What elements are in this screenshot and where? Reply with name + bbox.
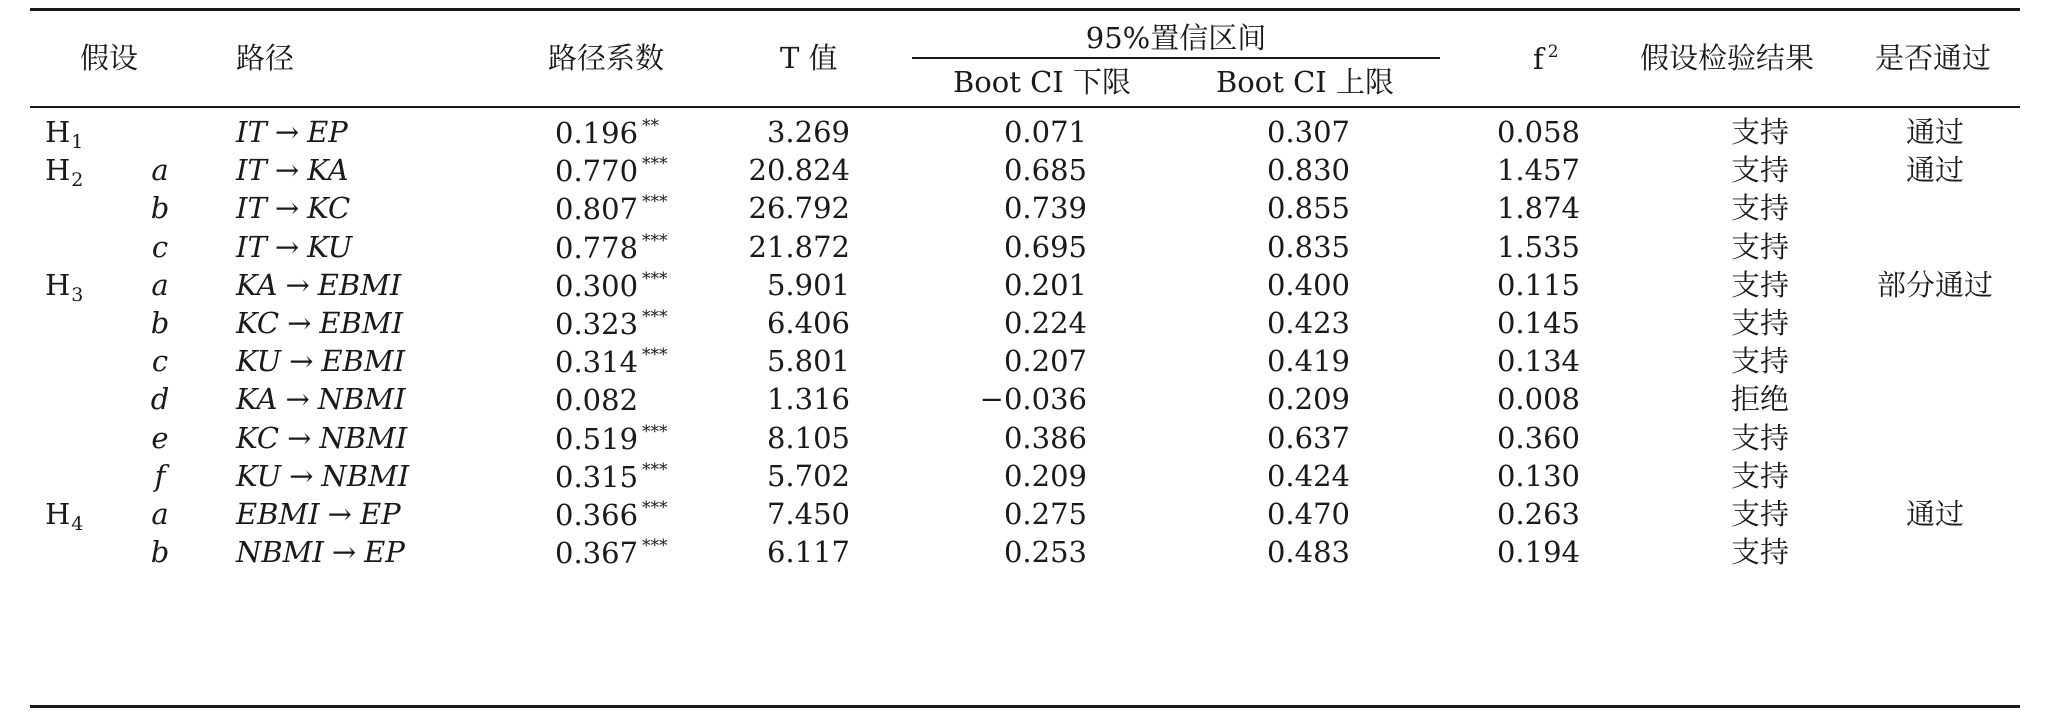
path-from: KA bbox=[236, 268, 278, 302]
pass-status: 通过 bbox=[1905, 497, 1964, 531]
path-to: EP bbox=[364, 535, 405, 569]
hypothesis-label: $H_1$ bbox=[45, 115, 84, 153]
significance-stars: *** bbox=[642, 269, 668, 289]
arrow-right-icon: → bbox=[274, 191, 300, 225]
header-passed: 是否通过 bbox=[1875, 41, 1992, 75]
path-cell bbox=[236, 421, 408, 455]
path-cell bbox=[236, 115, 348, 149]
path-from: EBMI bbox=[236, 497, 320, 531]
path-from: IT bbox=[236, 191, 267, 225]
path-cell bbox=[236, 382, 406, 416]
path-to: NBMI bbox=[319, 421, 408, 455]
significance-stars: *** bbox=[642, 307, 668, 327]
test-result: 支持 bbox=[1730, 306, 1789, 340]
path-from: KC bbox=[236, 421, 280, 455]
ci-upper-value: 0.470 bbox=[1266, 497, 1350, 531]
pass-status: 通过 bbox=[1905, 115, 1964, 149]
f2-value: 0.058 bbox=[1496, 115, 1580, 149]
test-result: 支持 bbox=[1730, 268, 1789, 302]
ci-lower-value: 0.386 bbox=[1003, 421, 1087, 455]
test-result: 拒绝 bbox=[1730, 382, 1789, 416]
arrow-right-icon: → bbox=[331, 535, 357, 569]
path-from: KU bbox=[236, 344, 282, 378]
header-ci: 95%置信区间 bbox=[1085, 21, 1267, 55]
path-coefficient: 0.519 *** bbox=[555, 422, 668, 456]
path-coefficient: 0.082 bbox=[555, 383, 639, 417]
t-value: 6.117 bbox=[766, 535, 850, 569]
test-result: 支持 bbox=[1730, 115, 1789, 149]
test-result: 支持 bbox=[1730, 497, 1789, 531]
path-coefficient: 0.315 *** bbox=[555, 460, 668, 494]
ci-lower-value: 0.071 bbox=[1003, 115, 1087, 149]
arrow-right-icon: → bbox=[327, 497, 352, 531]
f2-value: 1.457 bbox=[1496, 153, 1580, 187]
significance-stars: *** bbox=[642, 460, 668, 480]
f2-value: 0.115 bbox=[1496, 268, 1580, 302]
ci-upper-value: 0.307 bbox=[1266, 115, 1350, 149]
ci-upper-value: 0.400 bbox=[1266, 268, 1350, 302]
path-to: KA bbox=[307, 153, 349, 187]
ci-upper-value: 0.835 bbox=[1266, 230, 1350, 264]
sub-hypothesis-label: c bbox=[151, 344, 169, 378]
header-path: 路径 bbox=[236, 41, 295, 75]
test-result: 支持 bbox=[1730, 421, 1789, 455]
sub-hypothesis-label: c bbox=[151, 230, 169, 264]
t-value: 6.406 bbox=[766, 306, 850, 340]
path-coefficient: 0.778 *** bbox=[555, 231, 668, 265]
significance-stars: *** bbox=[642, 345, 668, 365]
ci-lower-value: 0.253 bbox=[1003, 535, 1087, 569]
arrow-right-icon: → bbox=[285, 382, 310, 416]
header-hypothesis: 假设 bbox=[80, 41, 139, 75]
path-to: EP bbox=[307, 115, 348, 149]
f2-value: 0.263 bbox=[1496, 497, 1580, 531]
path-coefficient: 0.300 *** bbox=[555, 269, 668, 303]
f2-value: 0.008 bbox=[1496, 382, 1580, 416]
f2-value: 0.130 bbox=[1496, 459, 1580, 493]
f2-value: 0.134 bbox=[1496, 344, 1580, 378]
path-from: KC bbox=[236, 306, 280, 340]
ci-lower-value: 0.207 bbox=[1003, 344, 1087, 378]
significance-stars: *** bbox=[642, 498, 668, 518]
header-t: T 值 bbox=[780, 41, 838, 75]
t-value: 3.269 bbox=[766, 115, 850, 149]
ci-lower-value: 0.739 bbox=[1003, 191, 1087, 225]
f2-value: 1.874 bbox=[1496, 191, 1580, 225]
ci-upper-value: 0.830 bbox=[1266, 153, 1350, 187]
significance-stars: *** bbox=[642, 422, 668, 442]
test-result: 支持 bbox=[1730, 230, 1789, 264]
path-to: NBMI bbox=[321, 459, 410, 493]
table-header-rule bbox=[30, 106, 2020, 108]
t-value: 8.105 bbox=[766, 421, 850, 455]
ci-lower-value: 0.685 bbox=[1003, 153, 1087, 187]
t-value: 7.450 bbox=[766, 497, 850, 531]
table-bottom-rule bbox=[30, 705, 2020, 708]
ci-upper-value: 0.855 bbox=[1266, 191, 1350, 225]
ci-lower-value: 0.209 bbox=[1003, 459, 1087, 493]
sub-hypothesis-label: f bbox=[154, 459, 166, 493]
sub-hypothesis-label: a bbox=[151, 153, 169, 187]
sub-hypothesis-label: e bbox=[151, 421, 169, 455]
path-cell bbox=[236, 268, 402, 302]
sub-hypothesis-label: b bbox=[150, 535, 170, 569]
test-result: 支持 bbox=[1730, 191, 1789, 225]
ci-lower-value: 0.695 bbox=[1003, 230, 1087, 264]
path-to: KU bbox=[307, 230, 353, 264]
sub-hypothesis-label: d bbox=[150, 382, 170, 416]
path-from: KA bbox=[236, 382, 278, 416]
path-cell bbox=[236, 153, 349, 187]
header-ci-upper: Boot CI 上限 bbox=[1216, 65, 1394, 99]
ci-lower-value: 0.201 bbox=[1003, 268, 1087, 302]
path-coefficient: 0.323 *** bbox=[555, 307, 668, 341]
path-coefficient: 0.196 ** bbox=[555, 116, 660, 150]
header-ci-lower: Boot CI 下限 bbox=[953, 65, 1131, 99]
ci-upper-value: 0.424 bbox=[1266, 459, 1350, 493]
t-value: 21.872 bbox=[748, 230, 850, 264]
path-to: KC bbox=[307, 191, 351, 225]
ci-lower-value: −0.036 bbox=[979, 382, 1087, 416]
significance-stars: *** bbox=[642, 231, 668, 251]
path-cell bbox=[236, 230, 353, 264]
t-value: 20.824 bbox=[748, 153, 850, 187]
significance-stars: *** bbox=[642, 154, 668, 174]
header-coef: 路径系数 bbox=[548, 41, 665, 75]
f2-value: 0.145 bbox=[1496, 306, 1580, 340]
hypothesis-label: $H_4$ bbox=[45, 497, 84, 535]
ci-upper-value: 0.209 bbox=[1266, 382, 1350, 416]
path-from: KU bbox=[236, 459, 282, 493]
t-value: 5.901 bbox=[766, 268, 850, 302]
t-value: 5.801 bbox=[766, 344, 850, 378]
f2-value: 0.194 bbox=[1496, 535, 1580, 569]
significance-stars: ** bbox=[642, 116, 660, 136]
ci-upper-value: 0.423 bbox=[1266, 306, 1350, 340]
path-coefficient: 0.807 *** bbox=[555, 192, 668, 226]
path-coefficient: 0.314 *** bbox=[555, 345, 668, 379]
test-result: 支持 bbox=[1730, 535, 1789, 569]
significance-stars: *** bbox=[642, 536, 668, 556]
path-to: EP bbox=[359, 497, 401, 531]
t-value: 5.702 bbox=[766, 459, 850, 493]
hypothesis-label: $H_2$ bbox=[45, 153, 84, 191]
path-to: NBMI bbox=[317, 382, 406, 416]
path-to: EBMI bbox=[321, 344, 406, 378]
path-cell bbox=[236, 306, 404, 340]
test-result: 支持 bbox=[1730, 153, 1789, 187]
ci-lower-value: 0.275 bbox=[1003, 497, 1087, 531]
path-from: IT bbox=[236, 115, 267, 149]
test-result: 支持 bbox=[1730, 459, 1789, 493]
test-result: 支持 bbox=[1730, 344, 1789, 378]
arrow-right-icon: → bbox=[274, 230, 300, 264]
sub-hypothesis-label: a bbox=[151, 268, 169, 302]
f2-value: 0.360 bbox=[1496, 421, 1580, 455]
ci-lower-value: 0.224 bbox=[1003, 306, 1087, 340]
header-result: 假设检验结果 bbox=[1640, 41, 1815, 75]
path-cell bbox=[236, 497, 401, 531]
pass-status: 通过 bbox=[1905, 153, 1964, 187]
arrow-right-icon: → bbox=[285, 268, 310, 302]
hypothesis-label: $H_3$ bbox=[45, 268, 84, 306]
path-from: IT bbox=[236, 230, 267, 264]
path-cell bbox=[236, 459, 410, 493]
path-cell bbox=[236, 191, 351, 225]
sub-hypothesis-label: a bbox=[151, 497, 169, 531]
header-f2: f $^2$ bbox=[1533, 42, 1559, 76]
sub-hypothesis-label: b bbox=[150, 191, 170, 225]
t-value: 1.316 bbox=[766, 382, 850, 416]
table-top-rule bbox=[30, 8, 2020, 11]
path-cell bbox=[236, 344, 406, 378]
arrow-right-icon: → bbox=[289, 344, 314, 378]
path-coefficient: 0.367 *** bbox=[555, 536, 668, 570]
ci-upper-value: 0.483 bbox=[1266, 535, 1350, 569]
ci-upper-value: 0.419 bbox=[1266, 344, 1350, 378]
path-from: NBMI bbox=[236, 535, 324, 569]
path-from: IT bbox=[236, 153, 267, 187]
path-coefficient: 0.770 *** bbox=[555, 154, 668, 188]
arrow-right-icon: → bbox=[287, 421, 312, 455]
path-to: EBMI bbox=[317, 268, 402, 302]
path-coefficient: 0.366 *** bbox=[555, 498, 668, 532]
significance-stars: *** bbox=[642, 192, 668, 212]
arrow-right-icon: → bbox=[274, 115, 300, 149]
f2-value: 1.535 bbox=[1496, 230, 1580, 264]
pass-status: 部分通过 bbox=[1876, 268, 1993, 302]
t-value: 26.792 bbox=[748, 191, 850, 225]
arrow-right-icon: → bbox=[274, 153, 300, 187]
sub-hypothesis-label: b bbox=[150, 306, 170, 340]
ci-upper-value: 0.637 bbox=[1266, 421, 1350, 455]
ci-header-rule bbox=[912, 57, 1440, 59]
arrow-right-icon: → bbox=[287, 306, 312, 340]
path-cell bbox=[236, 535, 405, 569]
path-to: EBMI bbox=[319, 306, 404, 340]
arrow-right-icon: → bbox=[289, 459, 314, 493]
